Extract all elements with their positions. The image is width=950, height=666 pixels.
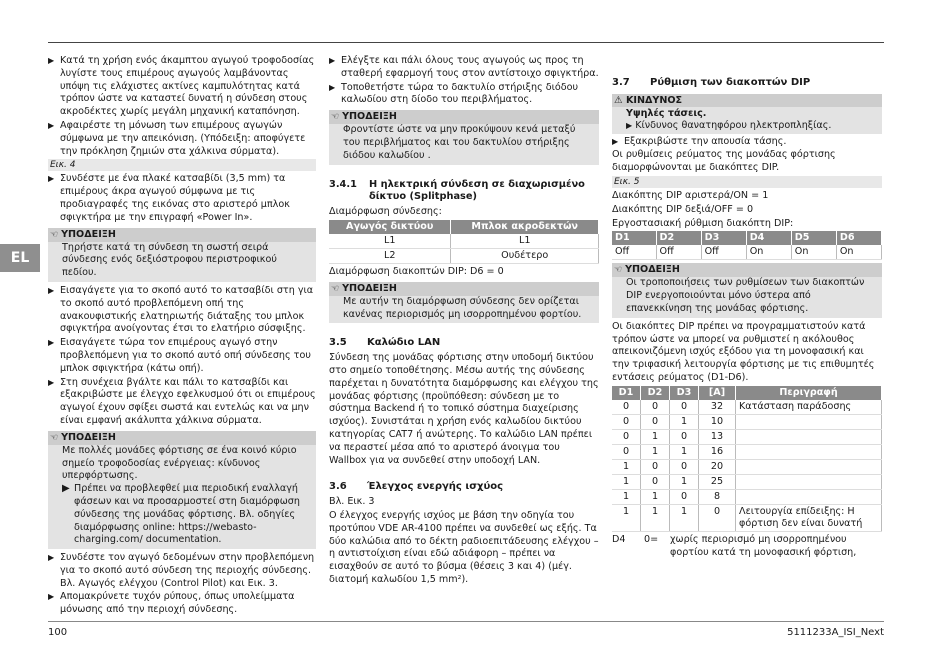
note-text: Με πολλές μονάδες φόρτισης σε ένα κοινό κύριο σημείο τροφοδοσίας ενέργειας: κίνδυνος υπερφόρτωσης. bbox=[62, 444, 297, 482]
note-box bbox=[329, 282, 599, 324]
table-cell bbox=[736, 489, 882, 504]
bullet-triangle-icon: ▶ bbox=[48, 174, 55, 184]
section-heading: 3.7 Ρύθμιση των διακοπτών DIP bbox=[612, 77, 811, 88]
section-heading: 3.5 Καλώδιο LAN bbox=[329, 337, 441, 349]
table-cell: 0 bbox=[670, 489, 699, 504]
paragraph: Διακόπτης DIP αριστερά/ON = 1 bbox=[612, 189, 769, 201]
note-text bbox=[48, 483, 316, 547]
table-cell: 16 bbox=[699, 444, 736, 459]
table-cell: 1 bbox=[641, 504, 670, 531]
table-cell: L2 bbox=[329, 248, 451, 263]
danger-header: ⚠ ΚΙΝΔΥΝΟΣ bbox=[612, 94, 882, 107]
hand-pointer-icon: ☜ bbox=[614, 265, 623, 276]
table-header: D6 bbox=[836, 231, 881, 245]
list-item: ▶ Αφαιρέστε τη μόνωση των επιμέρους αγωγών σύμφωνα με την απεικόνιση. (Υπόδειξη: αποφύγετε την πρόκληση ζημιών στα χάλκινα σύρματα). bbox=[48, 119, 306, 157]
note-header: ☜ ΥΠΟΔΕΙΞΗ bbox=[48, 431, 316, 445]
table-cell: 1 bbox=[670, 504, 699, 531]
table-cell: 1 bbox=[641, 489, 670, 504]
table-cell: 0 bbox=[699, 504, 736, 531]
table-cell: 1 bbox=[670, 444, 699, 459]
table-header: [A] bbox=[699, 386, 736, 400]
table-cell: 25 bbox=[699, 474, 736, 489]
table-row bbox=[612, 504, 882, 531]
connection-table bbox=[329, 220, 599, 264]
table-row bbox=[612, 474, 882, 489]
table-cell: L1 bbox=[329, 234, 451, 249]
table-cell: 1 bbox=[641, 429, 670, 444]
note-box bbox=[612, 263, 882, 317]
paragraph: Εργοστασιακή ρύθμιση διακόπτη DIP: bbox=[612, 217, 794, 229]
note-header: ☜ ΥΠΟΔΕΙΞΗ bbox=[612, 263, 882, 277]
note-box bbox=[329, 110, 599, 164]
note-text: Φροντίστε ώστε να μην προκύψουν κενά μεταξύ του περιβλήματος και του δακτυλίου στήριξης διόδου καλωδίου . bbox=[343, 124, 576, 161]
bullet-triangle-icon: ▶ bbox=[612, 136, 619, 146]
list-item: ▶ Ελέγξτε και πάλι όλους τους αγωγούς ως προς τη σταθερή εφαρμογή τους στον αντίστοιχο σφιγκτήρα. bbox=[329, 55, 599, 79]
table-cell: 1 bbox=[670, 414, 699, 429]
table-cell bbox=[736, 414, 882, 429]
bullet-triangle-icon: ▶ bbox=[48, 592, 55, 602]
table-header: D3 bbox=[701, 231, 746, 245]
table-cell: 0 bbox=[641, 474, 670, 489]
table-cell: 0 bbox=[612, 429, 641, 444]
hand-pointer-icon: ☜ bbox=[331, 112, 340, 123]
table-header: D4 bbox=[746, 231, 791, 245]
table-header: Μπλοκ ακροδεκτών bbox=[451, 220, 599, 234]
column-1 bbox=[48, 55, 316, 618]
column-3 bbox=[612, 55, 882, 559]
language-tab: EL bbox=[0, 244, 40, 272]
table-cell: 8 bbox=[699, 489, 736, 504]
paragraph: Ο έλεγχος ενεργής ισχύος με βάση την οδηγία του προτύπου VDE AR-4100 πρέπει να συνδεθεί ως εξής. Τα δύο καλώδια από το δέκτη ραδιοεπιτάδευσης ελέγχου – η αντιστοίχιση είναι εδώ αδιάφορη – πρέπει να εισαχθούν σε αυτό το βύσμα (θέσεις 3 και 4) (μέγ. διατομή καλωδίου 1,5 mm²). bbox=[329, 509, 599, 585]
list-item: ▶ Στη συνέχεια βγάλτε και πάλι το κατσαβίδι και εξακριβώστε με έλεγχο εφελκυσμού ότι οι επιμέρους αγωγοί έχουν σφίξει σωστά και εντελώς και να μην είναι εμφανή ακάλυπτα χάλκινα σύρματα. bbox=[48, 376, 316, 426]
list-item: ▶ Συνδέστε τον αγωγό δεδομένων στην προβλεπόμενη για το σκοπό αυτό σύνδεση της περιοχής σύνδεσης. Βλ. Αγωγός ελέγχου (Control Pilot) και Εικ. 3. bbox=[48, 552, 315, 589]
table-header: D5 bbox=[791, 231, 836, 245]
bullet-triangle-icon: ▶ bbox=[48, 120, 55, 130]
table-cell: Κατάσταση παράδοσης bbox=[736, 400, 882, 415]
current-table-body bbox=[612, 400, 882, 532]
note-text: Τηρήστε κατά τη σύνδεση τη σωστή σειρά σύνδεσης ενός δεξιόστροφου περιστροφικού πεδίου. bbox=[62, 241, 277, 279]
table-row bbox=[612, 400, 882, 415]
table-cell: 1 bbox=[612, 489, 641, 504]
table-row bbox=[612, 414, 882, 429]
list-item: ▶ Κατά τη χρήση ενός άκαμπτου αγωγού τροφοδοσίας λυγίστε τους επιμέρους αγωγούς λαμβάνοντας υπόψη τις ελάχιστες ακτίνες καμπυλότητας κατά τρόπον ώστε να καταστεί δυνατή η σύνδεση στους ακροδέκτες χωρίς μεγάλη μηχανική καταπόνηση. bbox=[48, 55, 315, 118]
column-2 bbox=[329, 55, 599, 588]
table-header: Περιγραφή bbox=[736, 386, 882, 400]
dip-factory-table bbox=[612, 231, 882, 260]
paragraph: Οι διακόπτες DIP πρέπει να προγραμματιστούν κατά τρόπον ώστε να μπορεί να ρυθμιστεί η ακόλουθος απεικονιζόμενη ισχύς εξόδου για τη μονοφασική και την τριφασική λειτουργία φόρτισης με τις επιθυμητές εντάσεις ρεύματος (D1-D6). bbox=[612, 320, 875, 383]
list-item: ▶ Εισαγάγετε για το σκοπό αυτό το κατσαβίδι στη για το σκοπό αυτό προβλεπόμενη οπή της ανακουφιστικής ελατηριωτής διάταξης του μπλοκ σφιγκτήρα ανοίγοντας έτσι το ελατήριο σύσφιξης. bbox=[48, 284, 314, 335]
paragraph: Διακόπτης DIP δεξιά/OFF = 0 bbox=[612, 203, 754, 215]
bullet-triangle-icon: ▶ bbox=[48, 553, 55, 563]
danger-text: ▶ Κίνδυνος θανατηφόρου ηλεκτροπληξίας. bbox=[612, 120, 882, 134]
note-list-item: ▶ Πρέπει να προβλεφθεί μια περιοδική εναλλαγή φάσεων και να προσαρμοστεί στη διαμόρφωση σύνδεσης της μονάδας φόρτισης. Βλ. οδηγίες διαμόρφωσης online: https://webasto-charging.com/ documentation. bbox=[62, 483, 300, 546]
table-cell: Λειτουργία επίδειξης: Η φόρτιση δεν είναι δυνατή bbox=[736, 504, 882, 531]
paragraph: Σύνδεση της μονάδας φόρτισης στην υποδομή δικτύου στο σημείο τοποθέτησης. Μέσω αυτής της σύνδεσης παρέχεται η δυνατότητα διαμόρφωσης και ελέγχου της μονάδας φόρτισης (προϋπόθεση: σύνδεση με το σύστημα Backend ή το τοπικό σύστημα διαχείρισης ισχύος). Συνιστάται η χρήση ενός καλωδίου δικτύου κατηγορίας CAT7 ή ανώτερης. Το καλώδιο LAN πρέπει να περαστεί μέσα από το αριστερό άνοιγμα του Wallbox για να συνδεθεί στην υποδοχή LAN. bbox=[329, 352, 599, 466]
table-row bbox=[329, 234, 599, 249]
bottom-rule bbox=[48, 621, 884, 622]
table-cell: 0 bbox=[612, 414, 641, 429]
table-cell: Ουδέτερο bbox=[451, 248, 599, 263]
bullet-triangle-icon: ▶ bbox=[329, 56, 336, 65]
table-header: D1 bbox=[612, 231, 656, 245]
table-row bbox=[612, 429, 882, 444]
paragraph: Διαμόρφωση σύνδεσης: bbox=[329, 206, 442, 218]
page-number: 100 bbox=[48, 627, 68, 638]
note-header: ☜ ΥΠΟΔΕΙΞΗ bbox=[48, 228, 316, 242]
top-rule bbox=[48, 42, 884, 43]
table-cell: On bbox=[746, 245, 791, 260]
table-cell: 0 bbox=[641, 400, 670, 415]
note-header: ☜ ΥΠΟΔΕΙΞΗ bbox=[329, 110, 599, 124]
table-row bbox=[612, 444, 882, 459]
list-item: ▶ Απομακρύνετε τυχόν ρύπους, όπως υπολείμματα μόνωσης από την περιοχή σύνδεσης. bbox=[48, 591, 295, 616]
list-item: ▶ Συνδέστε με ένα πλακέ κατσαβίδι (3,5 mm) τα επιμέρους άκρα αγωγού σύμφωνα με τις προδιαγραφές της εικόνας στο αριστερό μπλοκ σφιγκτήρα με την επιγραφή «Power In». bbox=[48, 173, 290, 223]
section-heading: 3.4.1 Η ηλεκτρική σύνδεση σε διαχωρισμένο δίκτυο (Splitphase) bbox=[329, 178, 585, 203]
bullet-triangle-icon: ▶ bbox=[626, 120, 633, 130]
paragraph: Βλ. Εικ. 3 bbox=[329, 496, 375, 508]
warning-triangle-icon: ⚠ bbox=[614, 94, 623, 106]
d4-legend: D4 0= χωρίς περιορισμό μη ισορροπημένου φορτίου κατά τη μονοφασική φόρτιση, bbox=[612, 533, 857, 558]
arrow-right-icon: ▶ bbox=[62, 483, 70, 495]
figure-caption: Εικ. 4 bbox=[48, 159, 316, 171]
danger-box bbox=[612, 94, 882, 134]
note-box bbox=[48, 228, 316, 282]
table-cell: Off bbox=[701, 245, 746, 260]
list-item: ▶ Εξακριβώστε την απουσία τάσης. bbox=[612, 135, 787, 147]
table-cell: 1 bbox=[670, 474, 699, 489]
table-header: D3 bbox=[670, 386, 699, 400]
hand-pointer-icon: ☜ bbox=[50, 229, 59, 240]
table-cell: 0 bbox=[670, 459, 699, 474]
table-cell: 20 bbox=[699, 459, 736, 474]
table-cell: 10 bbox=[699, 414, 736, 429]
table-cell: 0 bbox=[641, 414, 670, 429]
table-cell: L1 bbox=[451, 234, 599, 249]
table-cell: 1 bbox=[612, 459, 641, 474]
table-cell: 0 bbox=[670, 400, 699, 415]
table-row bbox=[612, 489, 882, 504]
note-header: ☜ ΥΠΟΔΕΙΞΗ bbox=[329, 282, 599, 296]
danger-subtitle: Υψηλές τάσεις. bbox=[612, 107, 882, 120]
table-cell: On bbox=[791, 245, 836, 260]
paragraph: Οι ρυθμίσεις ρεύματος της μονάδας φόρτισης διαμορφώνονται με διακόπτες DIP. bbox=[612, 149, 836, 174]
table-cell bbox=[736, 429, 882, 444]
table-cell: 1 bbox=[612, 504, 641, 531]
paragraph: Διαμόρφωση διακοπτών DIP: D6 = 0 bbox=[329, 265, 504, 277]
document-id: 5111233A_ISI_Next bbox=[787, 627, 884, 638]
table-cell bbox=[736, 459, 882, 474]
table-header: D2 bbox=[641, 386, 670, 400]
table-header: D1 bbox=[612, 386, 641, 400]
table-cell: 0 bbox=[670, 429, 699, 444]
bullet-triangle-icon: ▶ bbox=[48, 377, 55, 387]
note-text: Οι τροποποιήσεις των ρυθμίσεων των διακοπτών DIP ενεργοποιούνται μόνο ύστερα από επανεκκίνηση της μονάδας φόρτισης. bbox=[626, 277, 865, 314]
bullet-triangle-icon: ▶ bbox=[48, 285, 55, 295]
hand-pointer-icon: ☜ bbox=[331, 283, 340, 294]
bullet-triangle-icon: ▶ bbox=[48, 338, 55, 348]
bullet-triangle-icon: ▶ bbox=[329, 82, 336, 92]
section-heading: 3.6 Έλεγχος ενεργής ισχύος bbox=[329, 481, 504, 493]
table-cell: 0 bbox=[612, 444, 641, 459]
note-box bbox=[48, 431, 316, 549]
table-header: D2 bbox=[656, 231, 701, 245]
table-cell: 13 bbox=[699, 429, 736, 444]
table-header: Αγωγός δικτύου bbox=[329, 220, 451, 234]
table-cell: 1 bbox=[641, 444, 670, 459]
table-cell: Off bbox=[612, 245, 656, 260]
table-cell: 1 bbox=[612, 474, 641, 489]
table-cell: 32 bbox=[699, 400, 736, 415]
list-item: ▶ Τοποθετήστε τώρα το δακτυλίο στήριξης διόδου καλωδίου στη δίοδο του περιβλήματος. bbox=[329, 81, 579, 106]
list-item: ▶ Εισαγάγετε τώρα τον επιμέρους αγωγό στην προβλεπόμενη για το σκοπό αυτό οπή σύνδεσης του μπλοκ σφιγκτήρα (κάτω οπή). bbox=[48, 337, 311, 374]
table-cell: On bbox=[836, 245, 881, 260]
table-row bbox=[612, 245, 882, 260]
note-text: Με αυτήν τη διαμόρφωση σύνδεσης δεν ορίζεται κανένας περιορισμός μη ισορροπημένου φορτίου. bbox=[343, 295, 582, 320]
table-cell: 0 bbox=[641, 459, 670, 474]
hand-pointer-icon: ☜ bbox=[50, 432, 59, 443]
table-row bbox=[612, 459, 882, 474]
figure-caption: Εικ. 5 bbox=[612, 176, 882, 188]
table-cell: 0 bbox=[612, 400, 641, 415]
table-cell bbox=[736, 444, 882, 459]
current-settings-table bbox=[612, 386, 882, 532]
table-cell: Off bbox=[656, 245, 701, 260]
table-row bbox=[329, 248, 599, 263]
table-cell bbox=[736, 474, 882, 489]
bullet-triangle-icon: ▶ bbox=[48, 56, 55, 65]
